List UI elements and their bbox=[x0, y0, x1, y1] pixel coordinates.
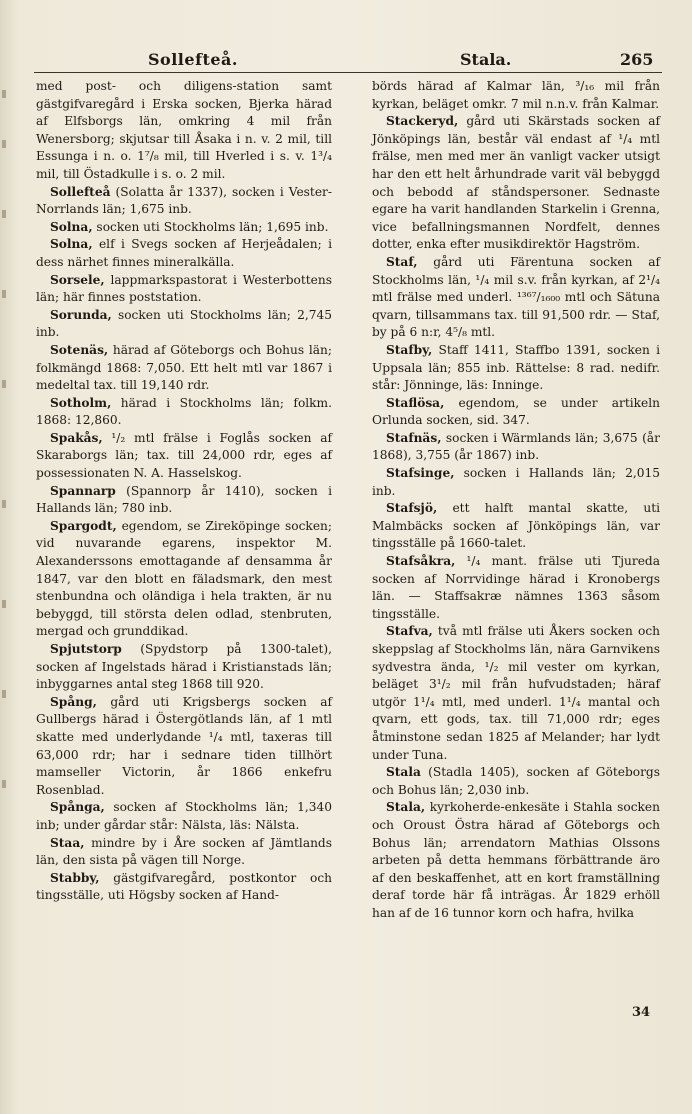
entry-text: socken uti Stockholms län; 2,745 inb. bbox=[36, 307, 332, 340]
header-right-title: Stala. bbox=[460, 50, 512, 69]
entry-headword: Stackeryd, bbox=[386, 114, 459, 129]
dictionary-entry bbox=[372, 113, 660, 254]
entry-text: härad af Göteborgs och Bohus län; folkmängd 1868: 7,050. Ett helt mtl var 1867 i medeltal tax. till 19,140 rdr. bbox=[36, 342, 332, 393]
entry-headword: Stala, bbox=[386, 800, 426, 815]
entry-headword: Sorsele, bbox=[50, 272, 105, 287]
entry-text: gård uti Skärstads socken af Jönköpings län, består väl endast af ¹/₄ mtl frälse, men med mer än vanligt vacker utsigt har den ett helt århundrade varit väl bebyggd och bebodd af ståndspersoner. Sednaste egare ha varit handlanden Starkelin i Grenna, vice befallningsmannen Nordfelt, dennes dotter, enka efter musikdirektör Hagström. bbox=[372, 114, 660, 252]
dictionary-entry bbox=[36, 184, 332, 219]
header-left-title: Sollefteå. bbox=[148, 50, 238, 69]
dictionary-entry bbox=[36, 430, 332, 483]
dictionary-entry bbox=[372, 430, 660, 465]
dictionary-entry bbox=[372, 553, 660, 623]
entry-headword: Stafsinge, bbox=[386, 466, 455, 481]
page-number: 265 bbox=[620, 50, 654, 69]
entry-text: socken uti Stockholms län; 1,695 inb. bbox=[92, 219, 329, 234]
entry-text: elf i Svegs socken af Herjeådalen; i dess närhet finnes mineralkälla. bbox=[36, 237, 332, 269]
entry-text: (Stadla 1405), socken af Göteborgs och Bohus län; 2,030 inb. bbox=[372, 765, 660, 797]
entry-headword: Stala bbox=[386, 765, 421, 780]
dictionary-entry bbox=[36, 694, 332, 800]
dictionary-entry bbox=[36, 78, 332, 184]
entry-headword: Solna, bbox=[50, 237, 93, 252]
entry-text: lappmarkspastorat i Westerbottens län; här finnes poststation. bbox=[36, 272, 332, 305]
entry-text: ¹/₂ mtl frälse i Foglås socken af Skaraborgs län; tax. till 24,000 rdr, eges af possessionaten N. A. Hasselskog. bbox=[36, 430, 332, 481]
left-column bbox=[36, 78, 332, 905]
entry-headword: Spång, bbox=[50, 694, 97, 709]
entry-headword: Spjutstorp bbox=[50, 642, 122, 656]
entry-text: mindre by i Åre socken af Jämtlands län, den sista på vägen till Norge. bbox=[36, 835, 332, 868]
dictionary-entry bbox=[372, 254, 660, 342]
entry-headword: Stafsjö, bbox=[386, 501, 438, 516]
dictionary-entry bbox=[36, 342, 332, 395]
entry-headword: Sotholm, bbox=[50, 395, 112, 410]
dictionary-entry bbox=[372, 500, 660, 553]
dictionary-entry bbox=[36, 219, 332, 237]
dictionary-entry bbox=[36, 236, 332, 271]
entry-headword: Stafby, bbox=[386, 342, 433, 357]
entry-text: ett halft mantal skatte, uti Malmbäcks socken af Jönköpings län, var tingsställe på 1660-talet. bbox=[372, 501, 660, 551]
entry-text: gård uti Färentuna socken af Stockholms län, ¹/₄ mil s.v. från kyrkan, af 2¹/₄ mtl frälse med underl. ¹³⁶⁷/₁₆₀₀ mtl och Sätuna qvarn, tillsammans tax. till 91,500 rdr. — Staf, by på 6 n:r, 4⁵/₈ mtl. bbox=[372, 254, 660, 340]
dictionary-entry bbox=[372, 342, 660, 395]
entry-text: socken af Stockholms län; 1,340 inb; under gårdar står: Nälsta, läs: Nälsta. bbox=[36, 800, 332, 832]
entry-text: gästgifvaregård, postkontor och tingsställe, uti Högsby socken af Hand- bbox=[36, 870, 332, 903]
entry-headword: Spannarp bbox=[50, 483, 116, 498]
dictionary-entry bbox=[372, 799, 660, 922]
entry-text: två mtl frälse uti Åkers socken och skeppslag af Stockholms län, nära Garnvikens sydvestra ända, ¹/₂ mil vester om kyrkan, beläget 3¹/₂ mil från hufvudstaden; häraf utgör 1¹/₄ mtl, med underl. 1¹/₄ mantal och qvarn, ett gods, tax. till 71,000 rdr; eges åtminstone sedan 1825 af Melander; har lydt under Tuna. bbox=[372, 624, 660, 762]
dictionary-entry bbox=[372, 395, 660, 430]
dictionary-entry bbox=[36, 395, 332, 430]
entry-headword: Spakås, bbox=[50, 430, 103, 445]
entry-text: (Spydstorp på 1300-talet), socken af Ingelstads härad i Kristianstads län; inbyggarnes antal steg 1868 till 920. bbox=[36, 642, 332, 692]
entry-text: Staff 1411, Staffbo 1391, socken i Uppsala län; 855 inb. Rättelse: 8 rad. nedifr. står: Jönninge, läs: Inninge. bbox=[372, 342, 660, 393]
entry-text: (Solatta år 1337), socken i Vester-Norrlands län; 1,675 inb. bbox=[36, 184, 332, 217]
entry-headword: Sotenäs, bbox=[50, 342, 109, 357]
dictionary-entry bbox=[36, 799, 332, 834]
entry-headword: Staa, bbox=[50, 835, 85, 850]
entry-text: kyrkoherde-enkesäte i Stahla socken och Oroust Östra härad af Göteborgs och Bohus län; arrendatorn Mathias Olssons arbeten på detta hemmans förbättrande äro af den beskaffenhet, att en kort framställning deraf torde här få inträgas. År 1829 erhöll han af de 16 tunnor korn och hafra, hvilka bbox=[372, 800, 660, 920]
dictionary-entry bbox=[36, 272, 332, 307]
right-column bbox=[372, 78, 660, 923]
entry-text: egendom, se under artikeln Orlunda socken, sid. 347. bbox=[372, 395, 660, 428]
entry-headword: Sorunda, bbox=[50, 307, 112, 322]
dictionary-entry bbox=[36, 870, 332, 905]
page-edge-marks bbox=[0, 80, 10, 980]
entry-text: egendom, se Zireköpinge socken; vid nuvarande egarens, inspektor M. Alexanderssons emottagande af densamma år 1847, var den blott en fäladsmark, den mest stenbundna och oländiga i hela trakten, är nu bebyggd, till största delen odlad, stenbruten, mergad och grunddikad. bbox=[36, 518, 332, 639]
dictionary-entry bbox=[372, 764, 660, 799]
entry-text: socken i Wärmlands län; 3,675 (år 1868), 3,755 (år 1867) inb. bbox=[372, 430, 660, 463]
signature-mark: 34 bbox=[632, 1005, 651, 1020]
running-header bbox=[0, 50, 692, 74]
entry-text: härad i Stockholms län; folkm. 1868: 12,860. bbox=[36, 395, 332, 428]
dictionary-entry bbox=[36, 518, 332, 641]
dictionary-entry bbox=[36, 835, 332, 870]
entry-headword: Spargodt, bbox=[50, 518, 117, 533]
entry-headword: Solna, bbox=[50, 219, 93, 234]
entry-headword: Stafnäs, bbox=[386, 430, 442, 445]
entry-text: (Spannorp år 1410), socken i Hallands län; 780 inb. bbox=[36, 483, 332, 516]
entry-text: börds härad af Kalmar län, ³/₁₆ mil från kyrkan, beläget omkr. 7 mil n.n.v. från Kalmar. bbox=[372, 79, 660, 111]
entry-headword: Stafsåkra, bbox=[386, 554, 456, 569]
entry-headword: Staflösa, bbox=[386, 395, 445, 410]
entry-headword: Sollefteå bbox=[50, 184, 111, 199]
entry-headword: Stafva, bbox=[386, 624, 433, 639]
entry-text: ¹/₄ mant. frälse uti Tjureda socken af Norrvidinge härad i Kronobergs län. — Staffsakræ nämnes 1363 såsom tingsställe. bbox=[372, 554, 660, 621]
entry-headword: Staf, bbox=[386, 254, 418, 269]
dictionary-entry bbox=[372, 623, 660, 764]
entry-headword: Stabby, bbox=[50, 870, 100, 885]
entry-text: gård uti Krigsbergs socken af Gullbergs härad i Östergötlands län, af 1 mtl skatte med underlydande ¹/₄ mtl, taxeras till 63,000 rdr; har i sednare tiden tillhört mamseller Victorin, år 1866 enkefru Rosenblad. bbox=[36, 694, 332, 797]
dictionary-entry bbox=[372, 465, 660, 500]
entry-text: socken i Hallands län; 2,015 inb. bbox=[372, 466, 660, 498]
dictionary-entry bbox=[372, 78, 660, 113]
header-rule bbox=[34, 72, 662, 73]
dictionary-entry bbox=[36, 307, 332, 342]
dictionary-entry bbox=[36, 483, 332, 518]
entry-text: med post- och diligens-station samt gästgifvaregård i Erska socken, Bjerka härad af Elfsborgs län, omkring 4 mil från Wenersborg; skjutsar till Åsaka i n. v. 2 mil, till Essunga i n. o. 1⁷/₈ mil, till Hverled i s. v. 1³/₄ mil, till Östadkulle i s. o. 2 mil. bbox=[36, 79, 332, 181]
entry-headword: Spånga, bbox=[50, 800, 105, 815]
dictionary-entry bbox=[36, 641, 332, 694]
